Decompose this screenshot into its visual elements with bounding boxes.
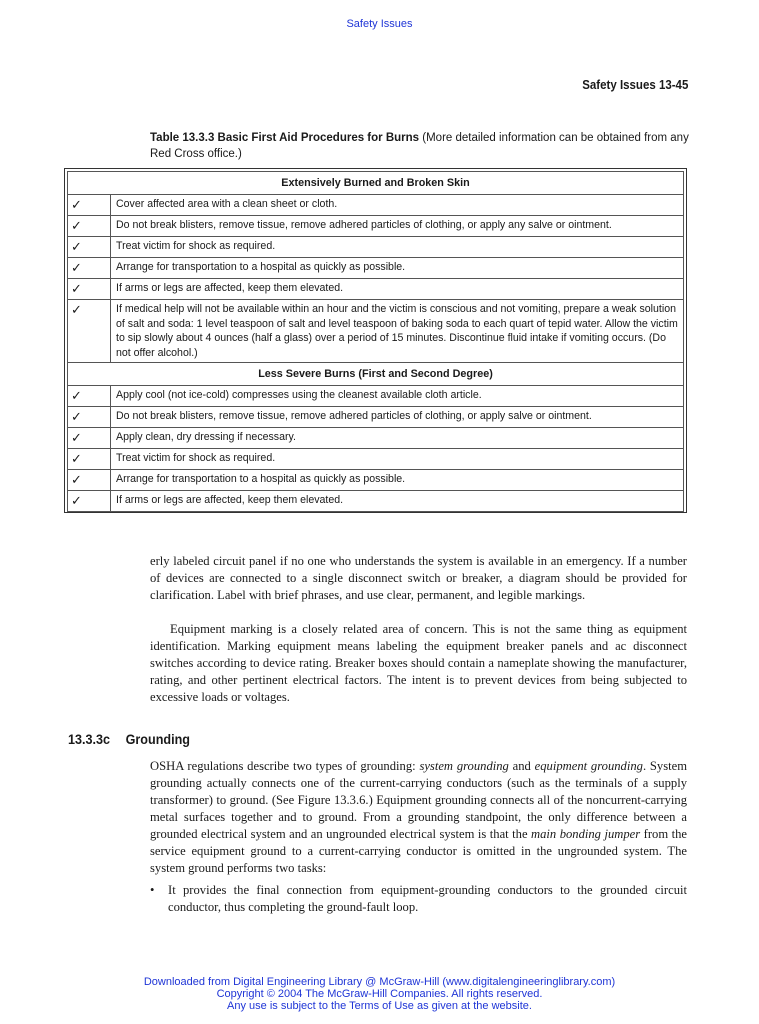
table-cell-procedure: Apply cool (not ice-cold) compresses using the cleanest available cloth article. [111,386,684,407]
table-section-header [68,363,684,386]
section-heading [68,731,190,747]
running-head: Safety Issues 13-45 [581,78,688,92]
table-row [68,216,684,237]
table-row [68,449,684,470]
check-mark-icon: ✓ [68,407,111,428]
table-cell-procedure: If arms or legs are affected, keep them elevated. [111,491,684,512]
term-main-bonding-jumper: main bonding jumper [531,827,641,841]
paragraph-labeling: erly labeled circuit panel if no one who understands the system is available in an emergency. If a number of devices are connected to a single disconnect switch or breaker, a diagram should be provided for clarification. Label with brief phrases, and use clear, permanent, and legible markings. [150,554,687,602]
table-cell-procedure: Do not break blisters, remove tissue, remove adhered particles of clothing, or apply salve or ointment. [111,407,684,428]
table-cell-procedure: If arms or legs are affected, keep them elevated. [111,279,684,300]
grounding-text-a: OSHA regulations describe two types of grounding: [150,759,420,773]
paragraph-equipment-marking: Equipment marking is a closely related area of concern. This is not the same thing as equipment identification. Marking equipment means labeling the equipment breaker panels and ac disconnect switches according to device rating. Breaker boxes should contain a nameplate showing the manufacturer, rating, and other pertinent electrical factors. The intent is to prevent devices from being subjected to excessive loads or voltages. [150,622,687,704]
table-row [68,407,684,428]
grounding-text-c: . System grounding actually connects one of the current-carrying conductors (such as the terminals of a supply transformer) to ground. (See Figure 13.3.6.) Equipment grounding connects all of the noncurrent-carrying metal surfaces together and to ground. From a grounding standpoint, the only difference between a grounded electrical system and an ungrounded electrical system is that the [150,759,688,841]
table-section-title: Less Severe Burns (First and Second Degree) [68,363,684,386]
check-mark-icon: ✓ [68,470,111,491]
section-number: 13.3.3c [68,731,111,747]
check-mark-icon: ✓ [68,428,111,449]
table-cell-procedure: Apply clean, dry dressing if necessary. [111,428,684,449]
check-mark-icon: ✓ [68,258,111,279]
table-cell-procedure: Arrange for transportation to a hospital as quickly as possible. [111,470,684,491]
footer [0,976,759,1012]
table-row [68,237,684,258]
bullet-text: It provides the final connection from equipment-grounding conductors to the grounded circuit conductor, thus completing the ground-fault loop. [168,883,687,914]
table-row [68,491,684,512]
check-mark-icon: ✓ [68,491,111,512]
table-cell-procedure: Do not break blisters, remove tissue, remove adhered particles of clothing, or apply any salve or ointment. [111,216,684,237]
table-section-title: Extensively Burned and Broken Skin [68,172,684,195]
table-row [68,300,684,363]
grounding-text-b: and [508,759,535,773]
table-caption-title: Table 13.3.3 Basic First Aid Procedures for Burns [150,132,420,144]
table-cell-procedure: Treat victim for shock as required. [111,237,684,258]
table-row [68,258,684,279]
bullet-item [150,882,687,916]
section-title: Grounding [125,731,190,747]
table-row [68,428,684,449]
term-equipment-grounding: equipment grounding [534,759,643,773]
first-aid-table [64,168,687,513]
table-row [68,470,684,491]
table-caption [150,130,690,162]
term-system-grounding: system grounding [419,759,509,773]
check-mark-icon: ✓ [68,216,111,237]
first-aid-table-grid [67,171,684,512]
check-mark-icon: ✓ [68,195,111,216]
table-cell-procedure: Cover affected area with a clean sheet or cloth. [111,195,684,216]
footer-terms[interactable]: Any use is subject to the Terms of Use as given at the website. [227,1000,532,1012]
check-mark-icon: ✓ [68,386,111,407]
grounding-text-d: from the service equipment ground to a current-carrying conductor is omitted in the ungrounded system. The system ground performs two tasks: [150,827,687,875]
table-row [68,386,684,407]
table-row [68,195,684,216]
table-cell-procedure: Arrange for transportation to a hospital as quickly as possible. [111,258,684,279]
footer-download-link[interactable]: Downloaded from Digital Engineering Library @ McGraw-Hill (www.digitalengineeringlibrary.com) [143,976,616,988]
paragraph-grounding [150,758,687,877]
check-mark-icon: ✓ [68,300,111,363]
table-section-header [68,172,684,195]
table-row [68,279,684,300]
check-mark-icon: ✓ [68,279,111,300]
table-caption-note: (More detailed information can be obtained from any Red Cross office.) [150,132,689,160]
table-cell-procedure: If medical help will not be available within an hour and the victim is conscious and not vomiting, prepare a weak solution of salt and soda: 1 level teaspoon of salt and level teaspoon of baking soda to each quart of tepid water. Allow the victim to sip slowly about 4 ounces (half a glass) over a period of 15 minutes. Discontinue fluid intake if vomiting occurs. (Do not offer alcohol.) [111,300,684,363]
check-mark-icon: ✓ [68,237,111,258]
top-link[interactable]: Safety Issues [346,18,413,30]
footer-copyright: Copyright © 2004 The McGraw-Hill Companies. All rights reserved. [216,988,543,1000]
check-mark-icon: ✓ [68,449,111,470]
table-cell-procedure: Treat victim for shock as required. [111,449,684,470]
bullet-icon: • [150,883,155,897]
